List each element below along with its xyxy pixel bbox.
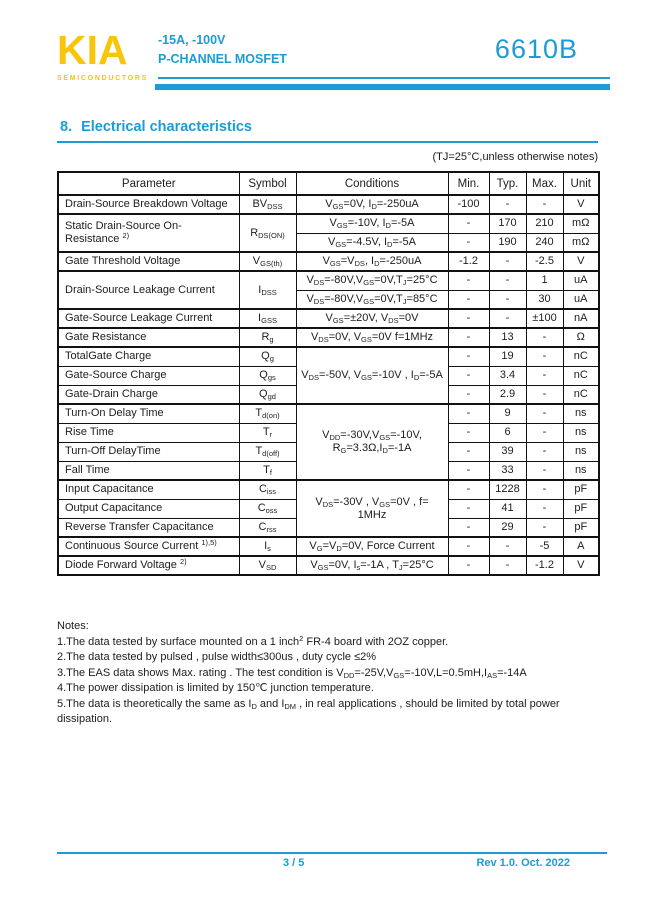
cell-max: - [526,366,563,385]
revision-label: Rev 1.0. Oct. 2022 [476,857,570,869]
cell-symbol: $I_{GSS}$ [239,309,296,328]
device-rating: -15A, -100V [158,33,226,47]
header-rule-thick [155,84,610,90]
cell-unit: nA [563,309,599,328]
column-header: Typ. [489,172,526,195]
cell-typ: 9 [489,404,526,423]
cell-max: - [526,385,563,404]
cell-min: - [448,366,489,385]
section-heading [60,119,252,135]
cell-max: - [526,347,563,366]
device-summary [158,31,287,69]
cell-unit: ns [563,461,599,480]
brand-logo-subtext: SEMICONDUCTORS [57,75,148,82]
table-row [58,195,599,214]
section-underline [57,141,598,143]
cell-min: -1.2 [448,252,489,271]
part-number: 6610B [494,34,578,64]
cell-symbol: $V_{SD}$ [239,556,296,575]
table-header-row [58,172,599,195]
cell-symbol: $T_{d(on)}$ [239,404,296,423]
cell-parameter: Drain-Source Breakdown Voltage [58,195,239,214]
cell-parameter: Gate-Source Charge [58,366,239,385]
cell-parameter: Rise Time [58,423,239,442]
cell-conditions: $V_{DS}=0V$, $V_{GS}=0V$ f=1MHz [296,328,448,347]
cell-typ: - [489,252,526,271]
cell-unit: A [563,537,599,556]
footer-rule [57,852,607,854]
cell-min: - [448,518,489,537]
table-row [58,252,599,271]
cell-typ: 41 [489,499,526,518]
cell-unit: nC [563,385,599,404]
cell-conditions: $V_{GS}=-4.5V$, $I_D=-5A$ [296,233,448,252]
note-item: 2.The data tested by pulsed , pulse width≤300us , duty cycle ≤2% [57,651,377,663]
cell-parameter: Diode Forward Voltage $^{2)}$ [58,556,239,575]
cell-min: - [448,347,489,366]
cell-symbol: $R_g$ [239,328,296,347]
cell-conditions: $V_{GS}=0V$, $I_s=-1A$ , $T_J=25^\circ C$ [296,556,448,575]
cell-parameter: TotalGate Charge [58,347,239,366]
cell-max: -2.5 [526,252,563,271]
table-row [58,556,599,575]
cell-max: 210 [526,214,563,233]
cell-typ: - [489,309,526,328]
cell-max: -5 [526,537,563,556]
cell-parameter: Input Capacitance [58,480,239,499]
cell-symbol: $Q_{gs}$ [239,366,296,385]
table-row [58,328,599,347]
cell-conditions: $V_G=V_D=0V$, Force Current [296,537,448,556]
device-type: P-CHANNEL MOSFET [158,52,287,66]
cell-max: - [526,328,563,347]
cell-min: - [448,328,489,347]
cell-typ: 3.4 [489,366,526,385]
cell-symbol: $C_{oss}$ [239,499,296,518]
note-item: 3.The EAS data shows Max. rating . The test condition is $V_{DD}=-25V,V_{GS}=-10V,L=0.5mH,I_{AS}=-14A$ [57,666,527,680]
cell-typ: 190 [489,233,526,252]
cell-symbol: $C_{iss}$ [239,480,296,499]
cell-symbol: $T_{d(off)}$ [239,442,296,461]
column-header: Max. [526,172,563,195]
table-row [58,271,599,290]
cell-max: - [526,195,563,214]
cell-symbol: $R_{DS(ON)}$ [239,214,296,252]
cell-symbol: $V_{GS(th)}$ [239,252,296,271]
cell-min: - [448,290,489,309]
cell-typ: 19 [489,347,526,366]
cell-unit: mΩ [563,214,599,233]
note-item: 4.The power dissipation is limited by 150℃ junction temperature. [57,682,374,694]
condition-note: (TJ=25°C,unless otherwise notes) [432,151,598,163]
cell-conditions: $V_{GS}=-10V$, $I_D=-5A$ [296,214,448,233]
cell-parameter: Reverse Transfer Capacitance [58,518,239,537]
cell-typ: 6 [489,423,526,442]
cell-unit: nC [563,366,599,385]
cell-unit: uA [563,271,599,290]
cell-unit: V [563,556,599,575]
cell-unit: nC [563,347,599,366]
cell-max: - [526,423,563,442]
cell-parameter: Gate-Drain Charge [58,385,239,404]
column-header: Parameter [58,172,239,195]
header-rule-thin [158,77,610,79]
cell-typ: 39 [489,442,526,461]
cell-typ: 2.9 [489,385,526,404]
notes-section [57,619,603,728]
brand-logo-text: KIA [57,27,128,73]
cell-unit: Ω [563,328,599,347]
cell-min: - [448,385,489,404]
cell-parameter: Drain-Source Leakage Current [58,271,239,309]
cell-unit: ns [563,442,599,461]
cell-max: - [526,499,563,518]
column-header: Symbol [239,172,296,195]
cell-min: - [448,309,489,328]
cell-unit: ns [563,423,599,442]
cell-unit: V [563,195,599,214]
note-item: 5.The data is theoretically the same as $I_D$ and $I_{DM}$ , in real applications , should be limited by total power dissipation. [57,697,560,725]
cell-parameter: Gate Threshold Voltage [58,252,239,271]
cell-max: -1.2 [526,556,563,575]
cell-min: - [448,271,489,290]
cell-parameter: Fall Time [58,461,239,480]
cell-typ: - [489,556,526,575]
cell-min: -100 [448,195,489,214]
cell-unit: V [563,252,599,271]
cell-parameter: Turn-On Delay Time [58,404,239,423]
cell-min: - [448,499,489,518]
cell-typ: - [489,271,526,290]
cell-conditions: $V_{DS}=-50V$, $V_{GS}=-10V$ , $I_D=-5A$ [296,347,448,404]
electrical-characteristics-table [57,171,600,576]
cell-symbol: $C_{rss}$ [239,518,296,537]
column-header: Conditions [296,172,448,195]
brand-logo [57,28,148,82]
cell-unit: pF [563,499,599,518]
table-row [58,214,599,233]
cell-symbol: $I_{DSS}$ [239,271,296,309]
table-row [58,480,599,499]
cell-typ: - [489,537,526,556]
cell-typ: 33 [489,461,526,480]
cell-min: - [448,423,489,442]
cell-conditions: $V_{DS}=-80V,V_{GS}=0V,T_J=85^\circ C$ [296,290,448,309]
cell-unit: pF [563,480,599,499]
section-title: Electrical characteristics [81,119,252,135]
cell-parameter: Continuous Source Current $^{1),5)}$ [58,537,239,556]
cell-symbol: $T_f$ [239,461,296,480]
cell-typ: - [489,195,526,214]
cell-conditions: $V_{GS}=0V$, $I_D=-250uA$ [296,195,448,214]
table-row [58,347,599,366]
cell-typ: 13 [489,328,526,347]
page-number: 3 / 5 [283,857,305,869]
cell-parameter: Output Capacitance [58,499,239,518]
cell-min: - [448,214,489,233]
cell-conditions: $V_{DS}=-80V,V_{GS}=0V,T_J=25^\circ C$ [296,271,448,290]
table-row [58,537,599,556]
cell-symbol: $T_r$ [239,423,296,442]
cell-unit: mΩ [563,233,599,252]
cell-max: - [526,480,563,499]
cell-typ: 29 [489,518,526,537]
cell-max: - [526,404,563,423]
cell-conditions: $V_{DD}=-30V,V_{GS}=-10V$, $R_G=3.3\Omega,I_D=-1A$ [296,404,448,480]
cell-max: - [526,518,563,537]
cell-max: - [526,442,563,461]
cell-unit: ns [563,404,599,423]
cell-parameter: Turn-Off DelayTime [58,442,239,461]
cell-unit: pF [563,518,599,537]
cell-min: - [448,461,489,480]
cell-min: - [448,480,489,499]
cell-max: ±100 [526,309,563,328]
cell-symbol: $Q_g$ [239,347,296,366]
note-item: 1.The data tested by surface mounted on a 1 inch$^2$ FR-4 board with 2OZ copper. [57,633,449,648]
cell-typ: 170 [489,214,526,233]
table-row [58,404,599,423]
cell-min: - [448,556,489,575]
cell-conditions: $V_{DS}=-30V$ , $V_{GS}=0V$ , f= 1MHz [296,480,448,537]
notes-title: Notes: [57,620,89,632]
cell-conditions: $V_{GS}=\pm 20V$, $V_{DS}=0V$ [296,309,448,328]
cell-min: - [448,537,489,556]
cell-max: 30 [526,290,563,309]
cell-max: 1 [526,271,563,290]
cell-parameter: Gate-Source Leakage Current [58,309,239,328]
cell-unit: uA [563,290,599,309]
cell-typ: 1228 [489,480,526,499]
cell-symbol: $Q_{gd}$ [239,385,296,404]
cell-min: - [448,404,489,423]
column-header: Min. [448,172,489,195]
cell-symbol: $BV_{DSS}$ [239,195,296,214]
cell-symbol: $I_s$ [239,537,296,556]
column-header: Unit [563,172,599,195]
cell-typ: - [489,290,526,309]
cell-min: - [448,233,489,252]
cell-conditions: $V_{GS}=V_{DS}$, $I_D=-250uA$ [296,252,448,271]
table-row [58,309,599,328]
cell-parameter: Static Drain-Source On-Resistance $^{2)}$ [58,214,239,252]
cell-parameter: Gate Resistance [58,328,239,347]
section-number: 8. [60,119,73,135]
cell-min: - [448,442,489,461]
cell-max: 240 [526,233,563,252]
cell-max: - [526,461,563,480]
